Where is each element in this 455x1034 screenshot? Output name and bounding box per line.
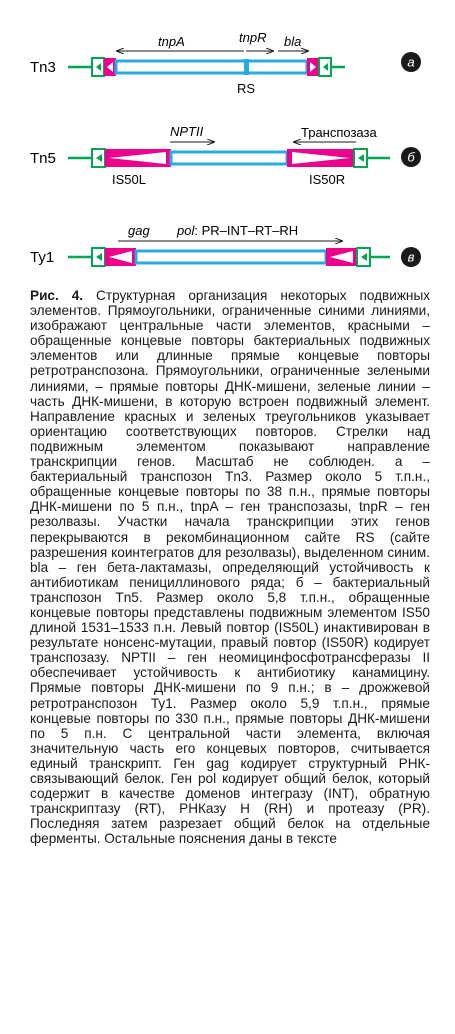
tn5-central-part xyxy=(171,152,287,164)
tn3-diagram xyxy=(30,30,421,96)
ty1-label: Ty1 xyxy=(30,249,55,266)
ty1-badge-letter: в xyxy=(407,249,415,265)
tn3-rs-label: RS xyxy=(237,81,256,96)
caption-lead: Рис. 4. xyxy=(30,288,84,303)
ty1-central-part xyxy=(136,251,326,263)
transposon-figure xyxy=(0,0,455,285)
ty1-pol-domains: : PR–INT–RT–RH xyxy=(194,223,299,238)
figure-caption xyxy=(30,288,430,846)
tn5-is50r-label: IS50R xyxy=(309,172,346,187)
tn3-tnpa-label: tnpA xyxy=(158,34,185,49)
tn5-transposase-label: Транспозаза xyxy=(301,125,377,140)
tn5-nptii-label: NPTII xyxy=(170,124,204,139)
ty1-gag-label: gag xyxy=(128,223,150,238)
tn3-label: Tn3 xyxy=(30,59,56,76)
tn3-badge-letter: а xyxy=(407,54,415,70)
ty1-pol-label xyxy=(176,223,298,238)
ty1-pol-gene: pol xyxy=(177,223,195,238)
tn3-bla-label: bla xyxy=(284,34,302,49)
tn5-badge-letter: б xyxy=(407,149,415,165)
tn3-tnpr-label: tnpR xyxy=(239,30,267,45)
tn3-central-part xyxy=(116,61,307,73)
caption-text: Структурная организация некоторых подвижных элементов. Прямоугольники, ограниченные синими линиями, изображают центральные части элементов, красными – обращенные концевые повторы бактериальных подвижных элементов или длинные прямые концевые повторы ретротранспозона. Прямоугольники, ограниченные зелеными линиями, – прямые повторы ДНК-мишени, зеленые линии – часть ДНК-мишени, в которую встроен подвижный элемент. Направление красных и зеленых треугольников указывает ориентацию соответствующих повторов. Стрелки над подвижным элементом показывают направление транскрипции генов. Масштаб не соблюден. а – бактериальный транспозон Tn3. Размер около 5 т.п.н., обращенные концевые повторы по 38 п.н., прямые повторы ДНК-мишени по 5 п.н., tnpA – ген транспозазы, tnpR – ген резолвазы. Участки начала транскрипции этих генов перекрываются в рекомбинационном сайте RS (сайте разрешения коинтегратов для резолвазы), выделенном синим. bla – ген бета-лактамазы, определяющий устойчивость к антибиотикам пенициллинового ряда; б – бактериальный транспозон Tn5. Размер около 5,8 т.п.н., обращенные концевые повторы представлены подвижным элементом IS50 длиной 1531–1533 п.н. Левый повтор (IS50L) инактивирован в результате нонсенс-мутации, правый повтор (IS50R) кодирует транспозазу. NPTII – ген неомицинфосфотрансферазы II обеспечивает устойчивость к антибиотику канамицину. Прямые повторы ДНК-мишени по 9 п.н.; в – дрожжевой ретротранспозон Ty1. Размер около 5,9 т.п.н., прямые концевые повторы по 330 п.н., прямые повторы ДНК-мишени по 5 п.н. С центральной части элемента, включая значительную часть его концевых повторов, считывается единый транскрипт. Ген gag кодирует структурный РНК-связывающий белок. Ген pol кодирует общий белок, который содержит в качестве доменов интегразу (INT), обратную транскриптазу (RT), РНКазу H (RH) и протеазу (PR). Последняя затем разрезает общий белок на отдельные ферменты. Остальные пояснения даны в тексте xyxy=(30,288,431,847)
tn3-rs-site xyxy=(244,59,249,75)
tn5-is50l-label: IS50L xyxy=(112,172,146,187)
ty1-diagram xyxy=(30,223,421,267)
tn5-diagram xyxy=(30,124,421,187)
tn5-label: Tn5 xyxy=(30,150,56,167)
